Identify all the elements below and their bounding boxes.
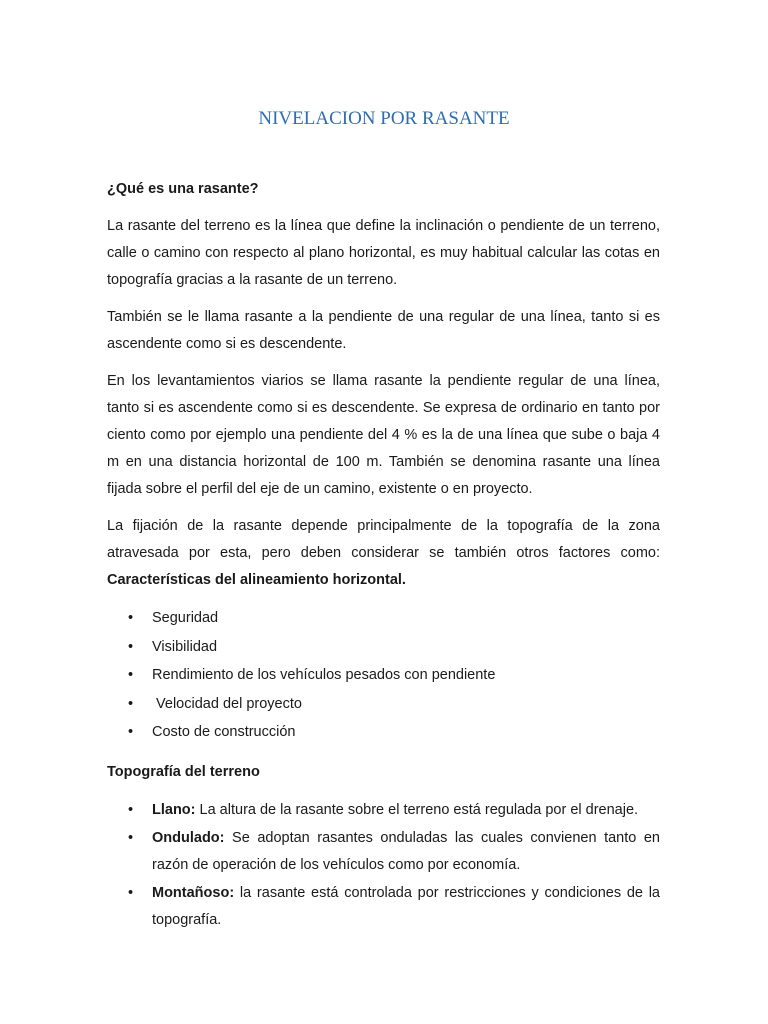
factors-list — [107, 604, 660, 747]
list-item: • Visibilidad — [107, 633, 660, 662]
term-llano: Llano: — [152, 801, 196, 818]
terrain-list — [107, 797, 660, 934]
page-title: NIVELACION POR RASANTE — [258, 108, 510, 129]
list-item: • Velocidad del proyecto — [107, 690, 660, 719]
list-item — [107, 825, 660, 879]
paragraph-3: En los levantamientos viarios se llama rasante la pendiente regular de una línea, tanto si es ascendente como si es descendente. Se expresa de ordinario en tanto por ciento como por ejemplo una pendiente del 4 % es la de una línea que sube o baja 4 m en una distancia horizontal de 100 m. También se denomina rasante una línea fijada sobre el perfil del eje de un camino, existente o en proyecto. — [107, 373, 660, 497]
desc-ondulado: Se adoptan rasantes onduladas las cuales convienen tanto en razón de operación de los vehículos como por economía. — [152, 829, 660, 873]
paragraph-4-text: La fijación de la rasante depende principalmente de la topografía de la zona atravesada por esta, pero deben considerar se también otros factores como: — [107, 518, 660, 561]
bold-phrase: Características del alineamiento horizontal. — [107, 572, 406, 588]
section-heading-que-es: ¿Qué es una rasante? — [107, 181, 259, 197]
term-montanoso: Montañoso: — [152, 884, 235, 901]
paragraph-1: La rasante del terreno es la línea que define la inclinación o pendiente de un terreno, calle o camino con respecto al plano horizontal, es muy habitual calcular las cotas en topografía gracias a la rasante de un terreno. — [107, 218, 660, 288]
paragraph-4 — [107, 513, 660, 594]
document-body — [107, 178, 660, 944]
list-item: • Seguridad — [107, 604, 660, 633]
section-heading-topografia: Topografía del terreno — [107, 763, 260, 780]
list-item — [107, 880, 660, 934]
desc-llano: La altura de la rasante sobre el terreno está regulada por el drenaje. — [195, 801, 639, 818]
paragraph-2: También se le llama rasante a la pendiente de una regular de una línea, tanto si es ascendente como si es descendente. — [107, 309, 660, 352]
list-item: • Costo de construcción — [107, 718, 660, 747]
list-item — [107, 797, 660, 824]
desc-montanoso: la rasante está controlada por restricciones y condiciones de la topografía. — [152, 884, 660, 928]
term-ondulado: Ondulado: — [152, 829, 225, 846]
list-item: • Rendimiento de los vehículos pesados con pendiente — [107, 661, 660, 690]
